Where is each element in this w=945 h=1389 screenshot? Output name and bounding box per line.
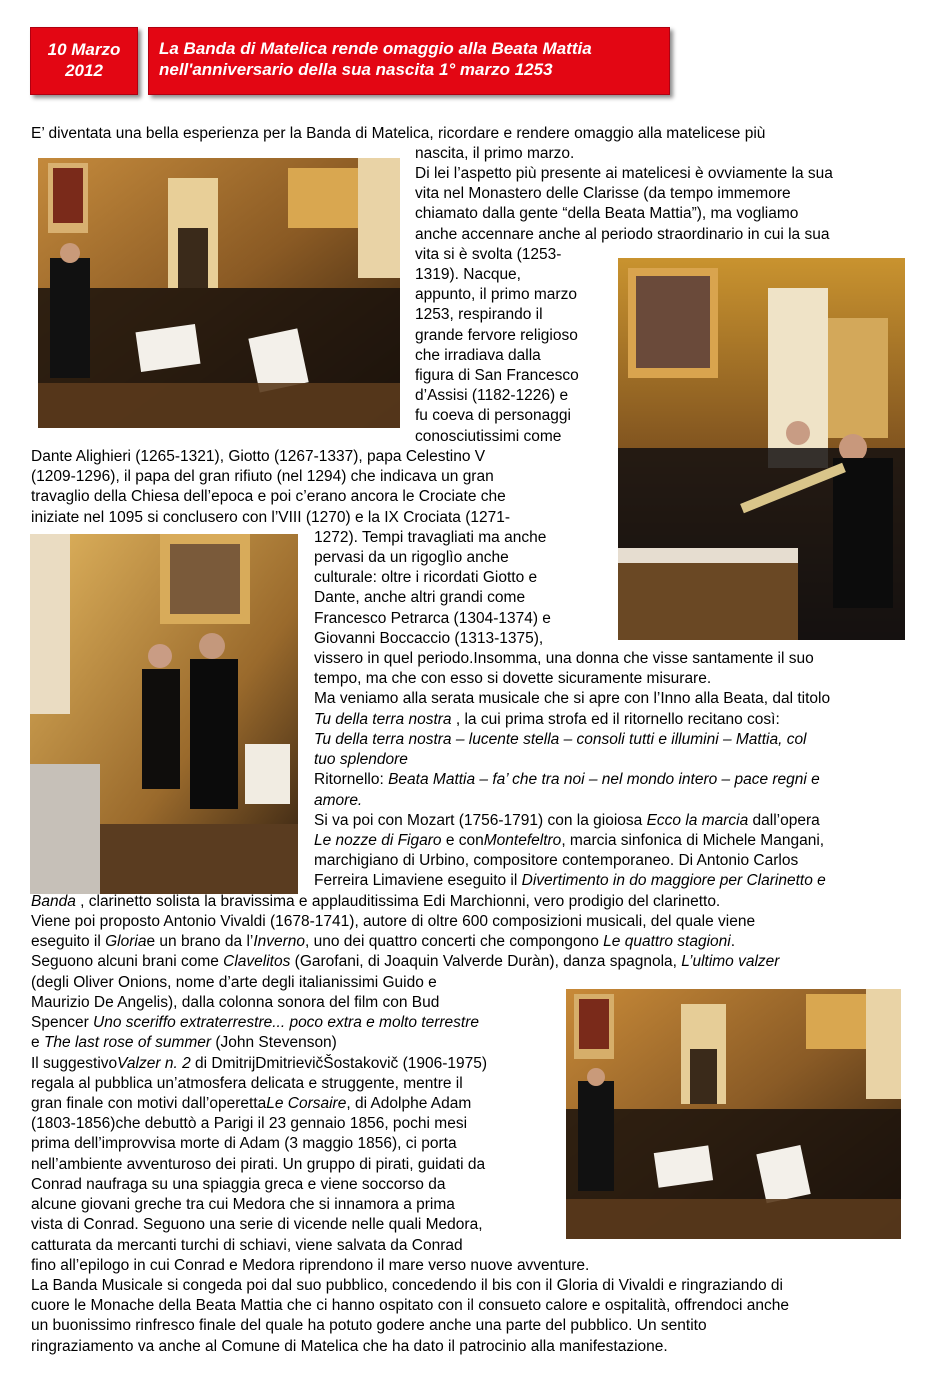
text-line: tempo, ma che con esso si dovette sicuramente misurare. [314, 670, 712, 687]
text-line: e The last rose of summer (John Stevenson) [31, 1034, 337, 1051]
text-line: amore. [314, 792, 363, 809]
text-line: Dante, anche altri grandi come [314, 589, 526, 606]
text-line: anche accennare anche al periodo straordinario in cui la sua [415, 226, 830, 243]
text-line: d’Assisi (1182-1226) e [415, 387, 569, 404]
date-box [30, 27, 138, 95]
text-line: regala al pubblica un’atmosfera delicata e struggente, mentre il [31, 1075, 463, 1092]
text-line: conosciutissimi come [415, 428, 562, 445]
title-box [148, 27, 670, 95]
text-line: vita nel Monastero delle Clarisse (da tempo immemore [415, 185, 791, 202]
text-line: Ferreira Limaviene eseguito il Divertimento in do maggiore per Clarinetto e [314, 872, 826, 889]
text-line: Francesco Petrarca (1304-1374) e [314, 610, 551, 627]
text-line: 1272). Tempi travagliati ma anche [314, 529, 547, 546]
text-line: Dante Alighieri (1265-1321), Giotto (1267-1337), papa Celestino V [31, 448, 486, 465]
text-line: Maurizio De Angelis), dalla colonna sonora del film con Bud [31, 994, 440, 1011]
text-line: pervasi da un rigoglìo anche [314, 549, 509, 566]
text-line: 1319). Nacque, [415, 266, 521, 283]
photo-clarinet-soloist [30, 534, 298, 894]
text-line: (1209-1296), il papa del gran rifiuto (nel 1294) che indicava un gran [31, 468, 494, 485]
band-photo-4 [566, 989, 901, 1239]
text-line: Ritornello: Beata Mattia – fa’ che tra noi – nel mondo intero – pace regni e [314, 771, 820, 788]
text-line: un buonissimo rinfresco finale del quale ha potuto godere anche una parte del pubblico. Un sentito [31, 1317, 707, 1334]
text-line: ringraziamento va anche al Comune di Matelica che ha dato il patrocinio alla manifestazione. [31, 1338, 668, 1355]
text-line: chiamato dalla gente “della Beata Mattia”), ma vogliamo [415, 205, 799, 222]
text-line: Di lei l’aspetto più presente ai matelicesi è ovviamente la sua [415, 165, 833, 182]
text-line: Tu della terra nostra – lucente stella – consoli tutti e illumini – Mattia, col [314, 731, 807, 748]
text-line: Banda , clarinetto solista la bravissima e applauditissima Edi Marchionni, vero prodigio del clarinetto. [31, 893, 721, 910]
text-line: 1253, respirando il [415, 306, 543, 323]
text-line: Il suggestivoValzer n. 2 di DmitrijDmitrievičŠostakovič (1906-1975) [31, 1055, 488, 1072]
text-line: gran finale con motivi dall’operettaLe Corsaire, di Adolphe Adam [31, 1095, 472, 1112]
text-line: Le nozze di Figaro e conMontefeltro, marcia sinfonica di Michele Mangani, [314, 832, 825, 849]
text-line: iniziate nel 1095 si conclusero con l’VIII (1270) e la IX Crociata (1271- [31, 509, 511, 526]
text-line: vissero in quel periodo.Insomma, una donna che visse santamente il suo [314, 650, 814, 667]
text-line: vita si è svolta (1253- [415, 246, 562, 263]
text-line: nell’ambiente avventuroso dei pirati. Un gruppo di pirati, guidati da [31, 1156, 486, 1173]
photo-trumpet-section [618, 258, 905, 640]
text-line: Tu della terra nostra , la cui prima strofa ed il ritornello recitano così: [314, 711, 780, 728]
text-line: travaglio della Chiesa dell’epoca e poi c’erano ancora le Crociate che [31, 488, 506, 505]
text-line: vista di Conrad. Seguono una serie di vicende nelle quali Medora, [31, 1216, 483, 1233]
date-day: 10 Marzo [47, 40, 121, 59]
title-line-1: La Banda di Matelica rende omaggio alla Beata Mattia [159, 39, 592, 58]
text-line: Ma veniamo alla serata musicale che si apre con l’Inno alla Beata, dal titolo [314, 690, 831, 707]
text-line: figura di San Francesco [415, 367, 579, 384]
text-line: (degli Oliver Onions, nome d’arte degli italianissimi Guido e [31, 974, 437, 991]
text-line: tuo splendore [314, 751, 408, 768]
text-line: che irradiava dalla [415, 347, 541, 364]
photo-band-wide [566, 989, 901, 1239]
title-line-2: nell'anniversario della sua nascita 1° marzo 1253 [159, 60, 553, 79]
text-line: Giovanni Boccaccio (1313-1375), [314, 630, 544, 647]
text-line: fino all’epilogo in cui Conrad e Medora riprendono il mare verso nuove avventure. [31, 1257, 590, 1274]
text-line: alcune giovani greche tra cui Medora che si innamora a prima [31, 1196, 455, 1213]
text-line: cuore le Monache della Beata Mattia che ci hanno ospitato con il consueto calore e ospitalità, offrendoci anche [31, 1297, 789, 1314]
text-line: catturata da mercanti turchi di schiavi, viene salvata da Conrad [31, 1237, 463, 1254]
text-line: culturale: oltre i ricordati Giotto e [314, 569, 538, 586]
text-line: nascita, il primo marzo. [415, 145, 575, 162]
text-line: prima dell’improvvisa morte di Adam (3 maggio 1856), ci porta [31, 1135, 457, 1152]
date-year: 2012 [65, 61, 103, 80]
text-line: grande fervore religioso [415, 327, 578, 344]
text-line: Seguono alcuni brani come Clavelitos (Garofani, di Joaquin Valverde Duràn), danza spagnola, L’ultimo valzer [31, 953, 780, 970]
band-photo-3 [30, 534, 298, 894]
text-line: appunto, il primo marzo [415, 286, 577, 303]
text-line: E’ diventata una bella esperienza per la Banda di Matelica, ricordare e rendere omaggio alla matelicese più [31, 125, 766, 142]
photo-conductor-and-band [38, 158, 400, 428]
text-line: Conrad naufraga su una spiaggia greca e viene soccorso da [31, 1176, 446, 1193]
text-line: Si va poi con Mozart (1756-1791) con la gioiosa Ecco la marcia dall’opera [314, 812, 820, 829]
text-line: Spencer Uno sceriffo extraterrestre... poco extra e molto terrestre [31, 1014, 479, 1031]
text-line: eseguito il Gloriae un brano da l’Inverno, uno dei quattro concerti che compongono Le quattro stagioni. [31, 933, 736, 950]
text-line: La Banda Musicale si congeda poi dal suo pubblico, concedendo il bis con il Gloria di Vivaldi e ringraziando di [31, 1277, 783, 1294]
text-line: Viene poi proposto Antonio Vivaldi (1678-1741), autore di oltre 600 composizioni musicali, del quale viene [31, 913, 756, 930]
band-photo-2 [618, 258, 905, 640]
text-line: fu coeva di personaggi [415, 407, 571, 424]
text-line: (1803-1856)che debuttò a Parigi il 23 gennaio 1856, pochi mesi [31, 1115, 468, 1132]
band-photo-1 [38, 158, 400, 428]
text-line: marchigiano di Urbino, compositore contemporaneo. Di Antonio Carlos [314, 852, 799, 869]
